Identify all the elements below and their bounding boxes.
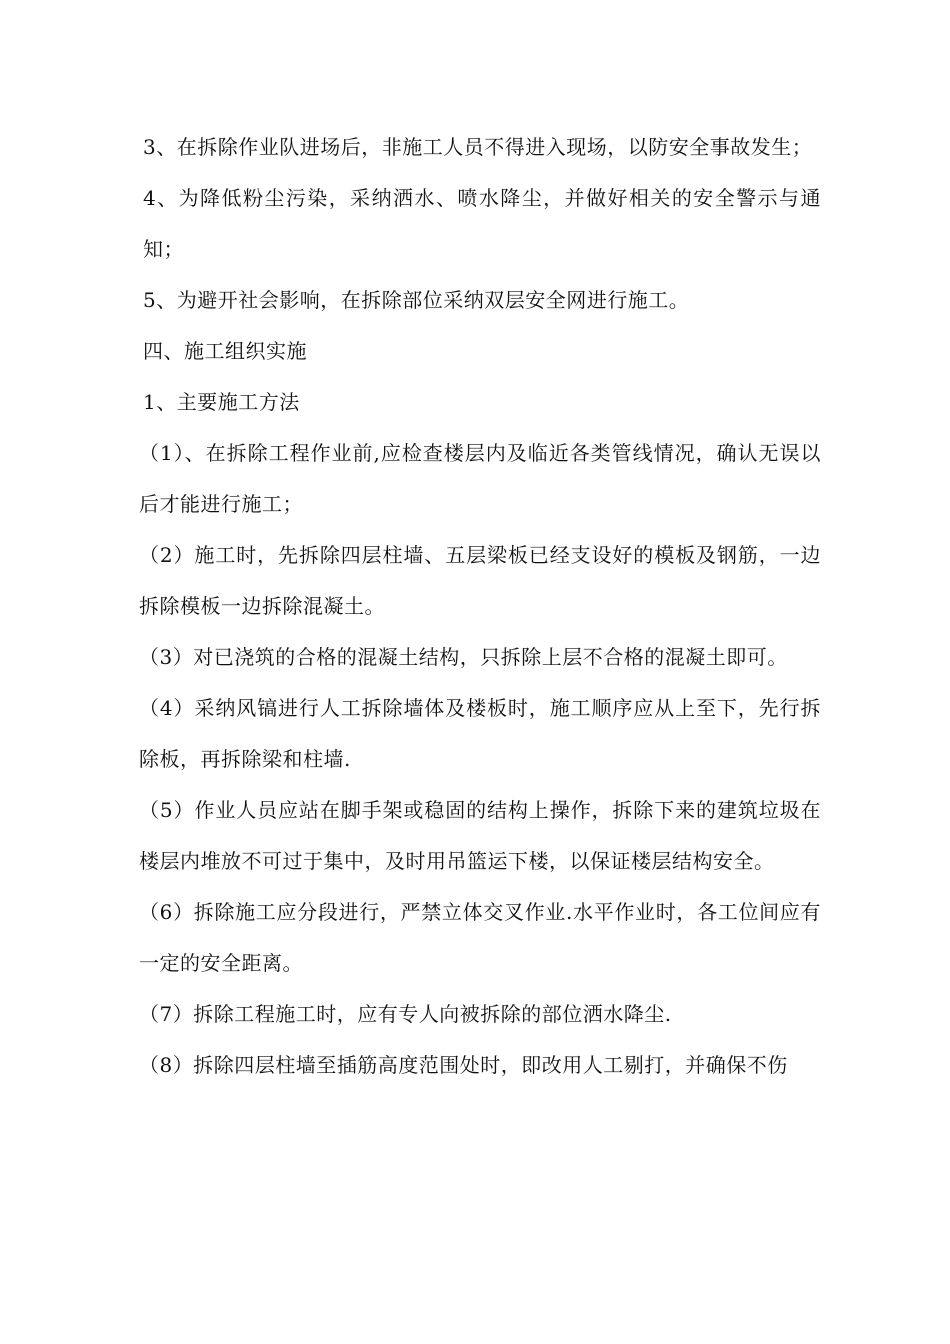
method-item-8: （8）拆除四层柱墙至插筋高度范围处时，即改用人工剔打，并确保不伤	[139, 1053, 788, 1077]
method-item-3: （3）对已浇筑的合格的混凝土结构，只拆除上层不合格的混凝土即可。	[139, 645, 788, 669]
paragraph-item-5: 5、为避开社会影响，在拆除部位采纳双层安全网进行施工。	[143, 288, 690, 312]
method-item-1: （1）、在拆除工程作业前,应检查楼层内及临近各类管线情况，确认无误以后才能进行施工；	[139, 441, 821, 516]
paragraph-item-4: 4、为降低粉尘污染，采纳洒水、喷水降尘，并做好相关的安全警示与通知；	[143, 186, 821, 261]
method-item-7: （7）拆除工程施工时，应有专人向被拆除的部位洒水降尘.	[139, 1002, 672, 1026]
section-heading: 四、施工组织实施	[143, 339, 307, 363]
method-item-5: （5）作业人员应站在脚手架或稳固的结构上操作，拆除下来的建筑垃圾在楼层内堆放不可过于集中，及时用吊篮运下楼，以保证楼层结构安全。	[139, 798, 821, 873]
method-item-2: （2）施工时，先拆除四层柱墙、五层梁板已经支设好的模板及钢筋，一边拆除模板一边拆除混凝土。	[139, 543, 821, 618]
method-item-4: （4）采纳风镐进行人工拆除墙体及楼板时，施工顺序应从上至下，先行拆除板，再拆除梁和柱墙.	[139, 696, 821, 771]
subsection-heading: 1、主要施工方法	[143, 390, 300, 414]
method-item-6: （6）拆除施工应分段进行，严禁立体交叉作业.水平作业时，各工位间应有一定的安全距离。	[139, 900, 821, 975]
paragraph-item-3: 3、在拆除作业队进场后，非施工人员不得进入现场，以防安全事故发生；	[143, 135, 813, 159]
document-body	[139, 122, 821, 1091]
